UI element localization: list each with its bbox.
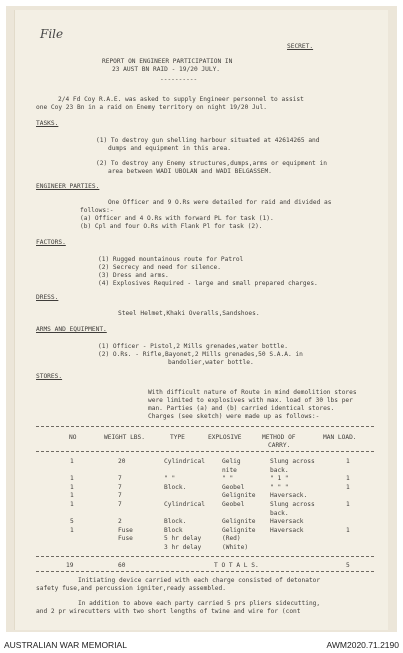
table-cell: 20 (118, 458, 126, 465)
total-no: 19 (66, 562, 74, 569)
table-cell: 1 (70, 458, 74, 465)
table-cell: Block. (164, 518, 187, 526)
col-header-method-line-2: CARRY. (268, 442, 291, 449)
table-cell: 1 (70, 492, 74, 500)
table-cell: 7 (118, 501, 122, 508)
footer-accession: AWM2020.71.2190 (326, 640, 399, 650)
intro-line-1: 2/4 Fd Coy R.A.E. was asked to supply Engineer personnel to assist (58, 96, 304, 103)
footer-source: AUSTRALIAN WAR MEMORIAL (4, 640, 127, 650)
factor-2: (2) Secrecy and need for silence. (98, 264, 221, 271)
closing-line-4: and 2 pr wirecutters with two short lengths of twine and wire for (cont (36, 608, 301, 615)
table-cell: Fuse (118, 535, 133, 543)
table-cell: Gelignite (222, 526, 256, 534)
table-cell: 1 (70, 475, 74, 483)
table-cell: Haversack. (270, 492, 308, 500)
col-header-man-load: MAN LOAD. (323, 434, 357, 441)
table-cell: 2 (118, 518, 122, 526)
table-cell: 1 (346, 483, 350, 491)
parties-heading: ENGINEER PARTIES. (36, 183, 100, 190)
title-line-1: REPORT ON ENGINEER PARTICIPATION IN (102, 58, 233, 65)
stores-line-3: man. Parties (a) and (b) carried identical stores. (148, 405, 335, 412)
table-cell: " " (164, 475, 176, 483)
secret-label: SECRET. (287, 43, 314, 50)
table-cell: Slung across (270, 458, 315, 465)
factor-4: (4) Explosives Required - large and small prepared charges. (98, 280, 318, 287)
totals-label: T O T A L S. (214, 562, 259, 569)
table-cell: 1 (70, 526, 74, 534)
table-cell: Slung across (270, 501, 315, 508)
tasks-heading: TASKS. (36, 120, 59, 127)
table-cell: back. (270, 509, 289, 517)
table-cell: 7 (118, 483, 122, 491)
stores-line-2: were limited to explosives with max. load of 30 lbs per (148, 397, 353, 404)
arms-heading: ARMS AND EQUIPMENT. (36, 326, 107, 333)
arms-ors-line-2: bandolier,water bottle. (168, 359, 254, 366)
table-cell: 1 (70, 501, 74, 508)
table-cell: 5 (70, 518, 74, 526)
handwritten-note: File (40, 27, 64, 41)
table-cell: 1 (70, 483, 74, 491)
title-rule: ---------- (160, 76, 198, 83)
table-cell: 1 (346, 458, 350, 465)
task-1-line-1: (1) To destroy gun shelling harbour situated at 42614265 and (96, 137, 320, 144)
table-cell: " " " (270, 483, 289, 491)
table-cell: 3 hr delay (164, 544, 202, 551)
closing-line-2: safety fuse,and percussion igniter,ready assembled. (36, 585, 226, 592)
task-1-line-2: dumps and equipment in this area. (108, 145, 231, 152)
table-cell: Geobel (222, 501, 245, 508)
dress-text: Steel Helmet,Khaki Overalls,Sandshoes. (118, 310, 260, 317)
table-cell: Haversack (270, 518, 304, 526)
dress-heading: DRESS. (36, 294, 59, 301)
col-header-weight: WEIGHT LBS. (104, 434, 145, 441)
parties-line-2: follows:- (80, 207, 114, 214)
table-cell: " " (222, 475, 234, 483)
closing-line-1: Initiating device carried with each charge consisted of detonator (78, 577, 321, 584)
arms-ors-line-1: (2) O.Rs. - Rifle,Bayonet,2 Mills grenades,50 S.A.A. in (98, 351, 303, 358)
table-cell: Cylindrical (164, 501, 205, 508)
col-header-type: TYPE (170, 434, 185, 441)
table-cell: 1 (346, 501, 350, 508)
party-a: (a) Officer and 4 O.Rs with forward PL for task (1). (80, 215, 274, 222)
total-man-load: 5 (346, 562, 350, 569)
table-cell: Geobel (222, 483, 245, 491)
table-cell: 1 (346, 526, 350, 534)
table-cell: 5 hr delay (164, 535, 202, 543)
table-cell: 7 (118, 475, 122, 483)
stores-heading: STORES. (36, 373, 63, 380)
table-cell: Cylindrical (164, 458, 205, 465)
table-totals-rule (36, 556, 374, 557)
footer-bar (0, 636, 403, 653)
table-cell: Gelignite (222, 518, 256, 526)
intro-line-2: one Coy 23 Bn in a raid on Enemy territory on night 19/20 Jul. (36, 104, 267, 111)
factors-heading: FACTORS. (36, 239, 66, 246)
closing-line-3: In addition to above each party carried 5 prs pliers sidecutting, (78, 600, 321, 607)
table-bottom-rule (36, 571, 374, 572)
table-header-rule (36, 451, 374, 452)
factor-3: (3) Dress and arms. (98, 272, 169, 279)
table-cell: nite (222, 466, 237, 474)
arms-officer: (1) Officer - Pistol,2 Mills grenades,water bottle. (98, 343, 288, 350)
table-cell: (Red) (222, 535, 241, 543)
title-line-2: 23 AUST BN RAID - 19/20 JULY. (112, 66, 221, 73)
total-weight: 60 (118, 562, 126, 569)
parties-line-1: One Officer and 9 O.Rs were detailed for raid and divided as (108, 199, 332, 206)
task-2-line-2: area between WADI UBOLAN and WADI BELGASSEM. (108, 168, 272, 175)
party-b: (b) Cpl and four O.Rs with Flank Pl for task (2). (80, 223, 263, 230)
col-header-explosive: EXPLOSIVE (208, 434, 242, 441)
table-cell: Haversack (270, 526, 304, 534)
table-cell: (White) (222, 544, 249, 551)
table-cell: " 1 " (270, 475, 289, 483)
table-cell: Block (164, 526, 183, 534)
table-cell: 1 (346, 475, 350, 483)
table-top-rule (36, 426, 374, 427)
col-header-no: NO (69, 434, 77, 441)
table-cell: Block. (164, 483, 187, 491)
table-cell: back. (270, 466, 289, 474)
col-header-method: METHOD OF (262, 434, 296, 441)
stores-line-4: Charges (see sketch) were made up as follows:- (148, 413, 320, 420)
table-cell: 7 (118, 492, 122, 500)
stores-line-1: With difficult nature of Route in mind demolition stores (148, 389, 357, 396)
factor-1: (1) Rugged mountainous route for Patrol (98, 256, 244, 263)
table-cell: Fuse (118, 526, 133, 534)
task-2-line-1: (2) To destroy any Enemy structures,dumps,arms or equipment in (96, 160, 327, 167)
table-cell: Gelig (222, 458, 241, 465)
table-cell: Gelignite (222, 492, 256, 500)
